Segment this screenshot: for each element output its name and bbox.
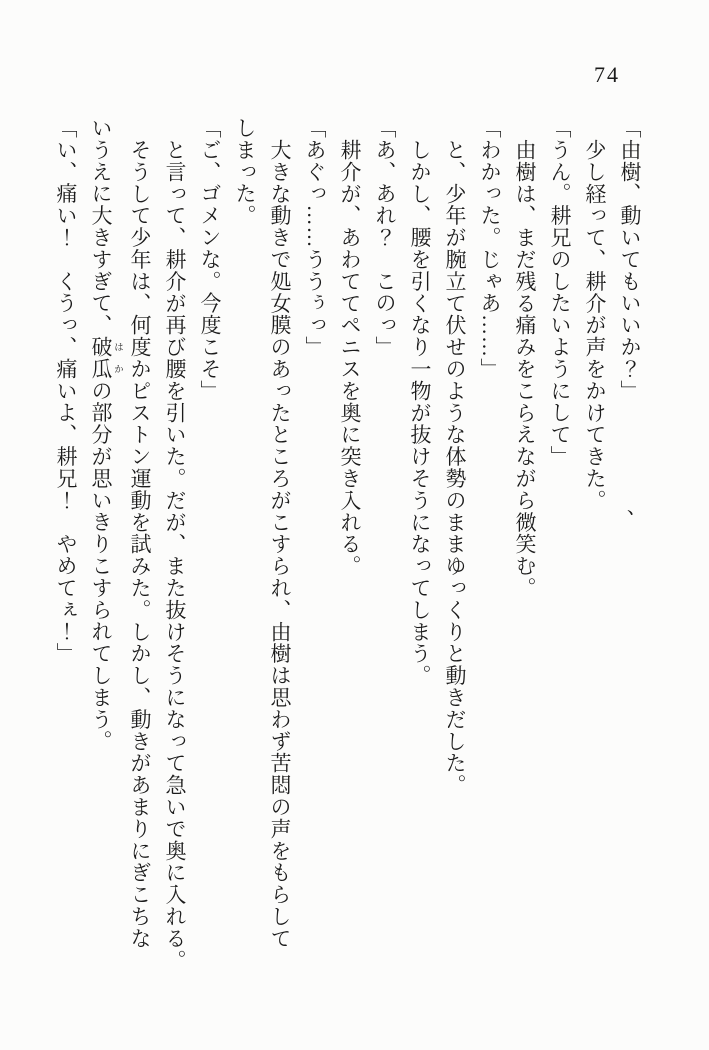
text-line: 少し経って、耕介が声をかけてきた。: [583, 139, 607, 512]
stray-comma-mark: 、: [611, 509, 635, 530]
page-number: 74: [594, 62, 620, 87]
text-line: 耕介が、あわててペニスを奥に突き入れる。: [338, 139, 362, 577]
text-line: 「うん。耕兄のしたいようにして」: [548, 117, 572, 468]
text-line: 「ご、ゴメンな。今度こそ」: [198, 117, 222, 402]
text-line: 「あ、あれ？ このっ」: [373, 117, 397, 358]
text-line: 大きな動きで処女膜のあったところがこすられ、由樹は思わず苦悶の声をもらして: [268, 139, 292, 950]
text-line: 「あぐっ……ううぅっ」: [303, 117, 327, 358]
text-line: いうえに大きすぎて、破瓜 はかの部分が思いきりこすられてしまう。: [89, 117, 122, 753]
text-line: と、少年が腕立て伏せのような体勢のままゆっくりと動きだした。: [443, 139, 467, 796]
text-line: そうして少年は、何度かピストン運動を試みた。しかし、動きがあまりにぎこちな: [128, 139, 152, 950]
text-line: 「由樹、動いてもいいか？」: [618, 117, 642, 402]
text-line: しかし、腰を引くなり一物が抜けそうになってしまう。: [408, 139, 432, 687]
ruby-annotation: 破瓜 はか: [89, 336, 122, 380]
text-line: 「い、痛い！ くうっ、痛いよ、耕兄！ やめてぇ！」: [54, 117, 78, 665]
text-line: しまった。: [233, 117, 257, 227]
page-text-block: [51, 117, 647, 989]
text-line: 由樹は、まだ残る痛みをこらえながら微笑む。: [513, 139, 537, 599]
text-line: と言って、耕介が再び腰を引いた。だが、また抜けそうになって急いで奥に入れる。: [163, 139, 187, 972]
text-line: 「わかった。じゃあ……」: [478, 117, 502, 380]
